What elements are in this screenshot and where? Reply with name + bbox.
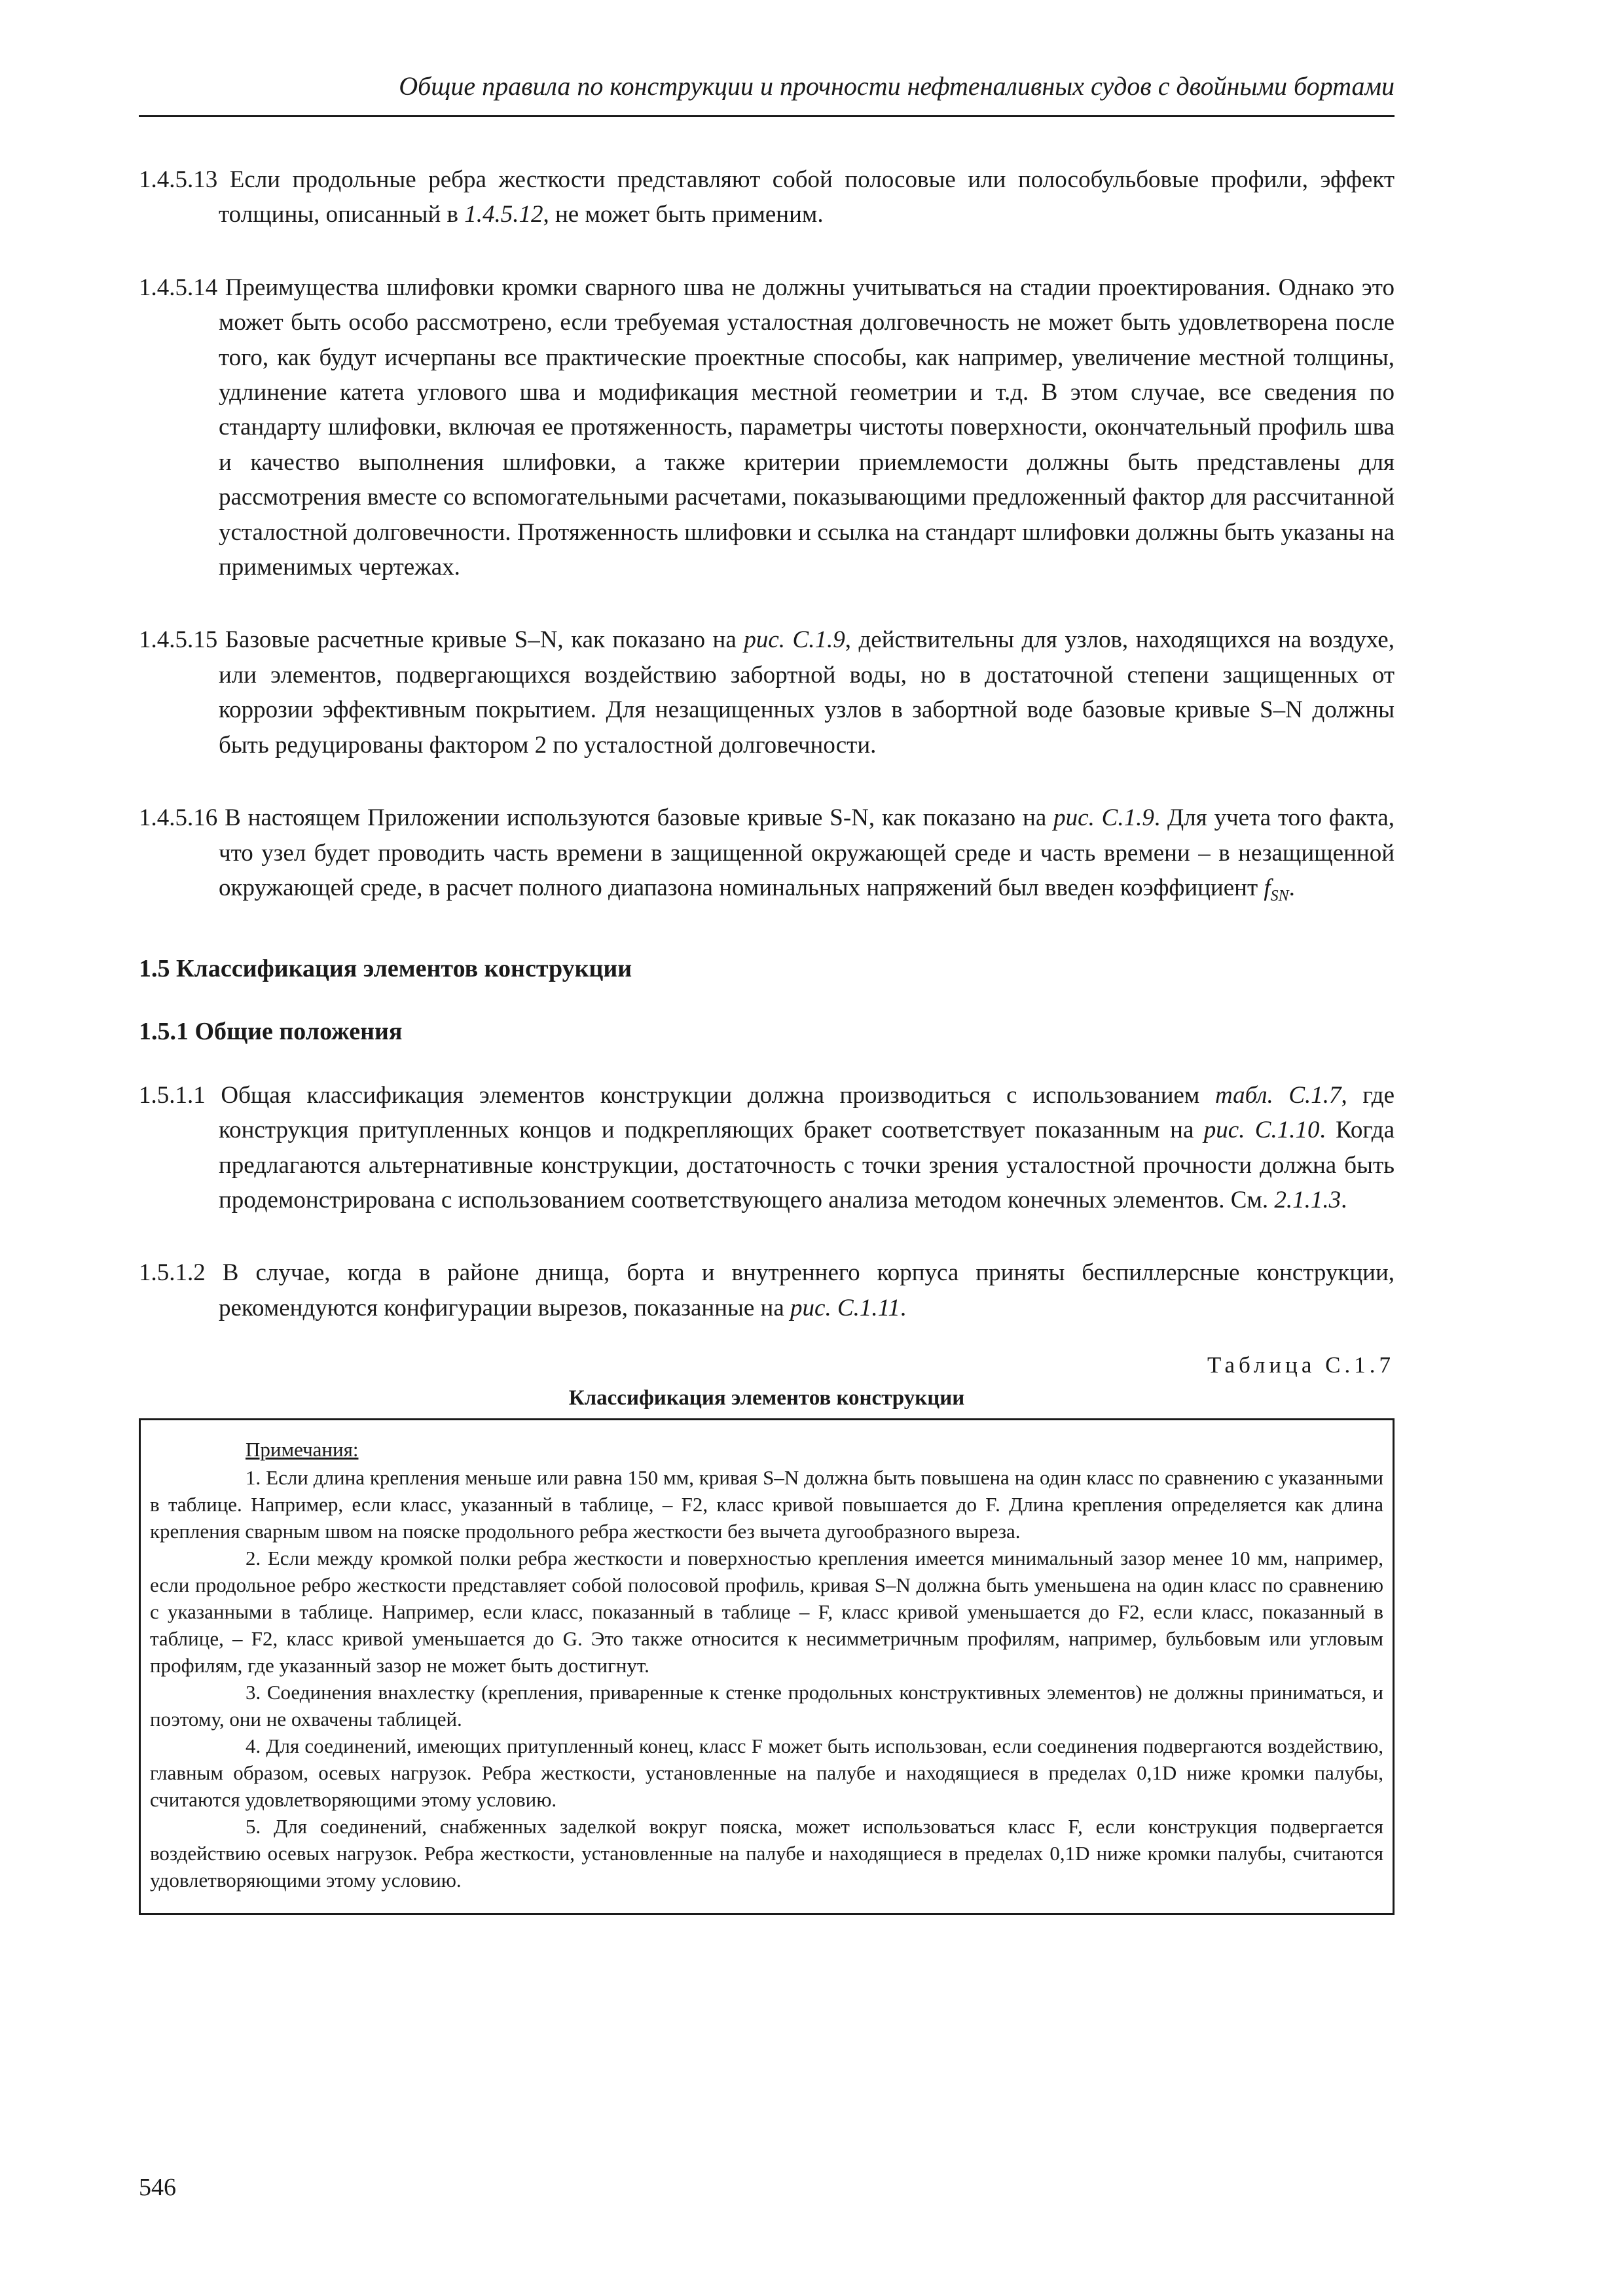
subsection-heading: 1.5.1 Общие положения (139, 1017, 403, 1045)
paragraph-number: 1.4.5.14 (139, 274, 218, 301)
body-content (139, 162, 1395, 1915)
paragraph-number: 1.5.1.1 (139, 1081, 206, 1109)
coefficient-subscript: SN (1270, 888, 1289, 905)
paragraph-text: , где конструкция притупленных концов и подкрепляющих бракет соответствует показанным на (219, 1081, 1395, 1144)
paragraph-text: . Для учета того факта, что узел будет проводить часть времени в защищенной окружающей среде и часть времени – в незащищенной окружающей среде, в расчет полного диапазона номинальных напряжений был введен коэффициент (219, 804, 1395, 901)
cross-reference: рис. С.1.9 (1053, 804, 1154, 832)
table-notes-box (139, 1418, 1395, 1915)
cross-reference: рис. С.1.10 (1203, 1117, 1320, 1144)
paragraph-1-4-5-14 (139, 270, 1395, 585)
paragraph-1-4-5-16 (139, 800, 1395, 914)
page-number: 546 (139, 2174, 176, 2201)
note-2: 2. Если между кромкой полки ребра жесткости и поверхностью крепления имеется минимальный зазор менее 10 мм, например, если продольное ребро жесткости представляет собой полосовой профиль, кривая S–N должна быть уменьшена на один класс по сравнению с указанными в таблице. Например, если класс, показанный в таблице – F, класс кривой уменьшается до F2, если класс, показанный в таблице, – F2, класс кривой уменьшается до G. Это также относится к несимметричным профилям, например, бульбовым или угловым профилям, где указанный зазор не может быть достигнут. (150, 1547, 1383, 1677)
paragraph-text: . (1288, 874, 1295, 901)
paragraph-1-4-5-15 (139, 622, 1395, 762)
note-3: 3. Соединения внахлестку (крепления, приваренные к стенке продольных конструктивных элементов) не должны приниматься, и поэтому, они не охвачены таблицей. (150, 1681, 1383, 1731)
paragraph-text: Если продольные ребра жесткости представляют собой полосовые или полособульбовые профили, эффект толщины, описанный в (217, 166, 1395, 228)
note-4: 4. Для соединений, имеющих притупленный конец, класс F может быть использован, если соединения подвергаются воздействию, главным образом, осевых нагрузок. Ребра жесткости, установленные на палубе и находящиеся в пределах 0,1D ниже кромки палубы, считаются удовлетворяющими этому условию. (150, 1734, 1383, 1812)
paragraph-text: В настоящем Приложении используются базовые кривые S-N, как показано на (217, 804, 1054, 832)
paragraph-text: . (1341, 1186, 1347, 1213)
paragraph-text: В случае, когда в районе днища, борта и внутреннего корпуса приняты беспиллерсные конструкции, рекомендуются конфигурации вырезов, показанные на (205, 1259, 1395, 1321)
table-label: Таблица С.1.7 (1207, 1352, 1395, 1378)
notes-heading: Примечания: (246, 1438, 359, 1462)
running-header: Общие правила по конструкции и прочности нефтеналивных судов с двойными бортами (399, 71, 1395, 101)
header-rule (139, 115, 1395, 117)
paragraph-1-5-1-1 (139, 1078, 1395, 1218)
paragraph-text: , не может быть применим. (543, 201, 824, 228)
table-title: Классификация элементов конструкции (568, 1386, 965, 1410)
paragraph-number: 1.4.5.13 (139, 166, 218, 193)
paragraph-text: Базовые расчетные кривые S–N, как показано на (217, 626, 744, 654)
paragraph-text: . Когда предлагаются альтернативные конструкции, достаточность с точки зрения усталостной прочности должна быть продемонстрирована с использованием соответствующего анализа методом конечных элементов. См. (219, 1117, 1395, 1213)
cross-reference: 1.4.5.12 (464, 201, 543, 228)
section-heading: 1.5 Классификация элементов конструкции (139, 954, 632, 982)
paragraph-1-5-1-2 (139, 1255, 1395, 1325)
paragraph-number: 1.4.5.16 (139, 804, 218, 832)
paragraph-number: 1.5.1.2 (139, 1259, 206, 1287)
note-1: 1. Если длина крепления меньше или равна 150 мм, кривая S–N должна быть повышена на один класс по сравнению с указанными в таблице. Например, если класс, указанный в таблице, – F2, класс кривой повышается до F. Длина крепления определяется как длина крепления сварным швом на пояске продольного ребра жесткости без вычета дугообразного выреза. (150, 1466, 1383, 1543)
cross-reference: 2.1.1.3 (1274, 1186, 1341, 1213)
cross-reference: рис. С.1.9 (744, 626, 845, 654)
cross-reference: табл. С.1.7 (1214, 1081, 1341, 1109)
coefficient-symbol: f (1264, 874, 1271, 901)
paragraph-text: . (900, 1294, 907, 1321)
cross-reference: рис. С.1.11 (790, 1294, 900, 1321)
note-5: 5. Для соединений, снабженных заделкой вокруг пояска, может использоваться класс F, если конструкция подвергается воздействию осевых нагрузок. Ребра жесткости, установленные на палубе и находящиеся в пределах 0,1D ниже кромки палубы, считаются удовлетворяющими этому условию. (150, 1815, 1383, 1892)
paragraph-text: , действительны для узлов, находящихся на воздухе, или элементов, подвергающихся воздействию забортной воды, но в достаточной степени защищенных от коррозии эффективным покрытием. Для незащищенных узлов в забортной воде базовые кривые S–N должны быть редуцированы фактором 2 по усталостной долговечности. (219, 626, 1395, 759)
paragraph-text: Общая классификация элементов конструкции должна производиться с использованием (205, 1081, 1215, 1109)
paragraph-number: 1.4.5.15 (139, 626, 218, 654)
paragraph-1-4-5-13 (139, 162, 1395, 232)
paragraph-text: Преимущества шлифовки кромки сварного шва не должны учитываться на стадии проектирования. Однако это может быть особо рассмотрено, если требуемая усталостная долговечность не может быть удовлетворена после того, как будут исчерпаны все практические проектные способы, как например, увеличение местной толщины, удлинение катета углового шва и модификация местной геометрии и т.д. В этом случае, все сведения по стандарту шлифовки, включая ее протяженность, параметры чистоты поверхности, окончательный профиль шва и качество выполнения шлифовки, а также критерии приемлемости должны быть представлены для рассмотрения вместе со вспомогательными расчетами, показывающими предложенный фактор для рассчитанной усталостной долговечности. Протяженность шлифовки и ссылка на стандарт шлифовки должны быть указаны на применимых чертежах. (217, 274, 1395, 581)
